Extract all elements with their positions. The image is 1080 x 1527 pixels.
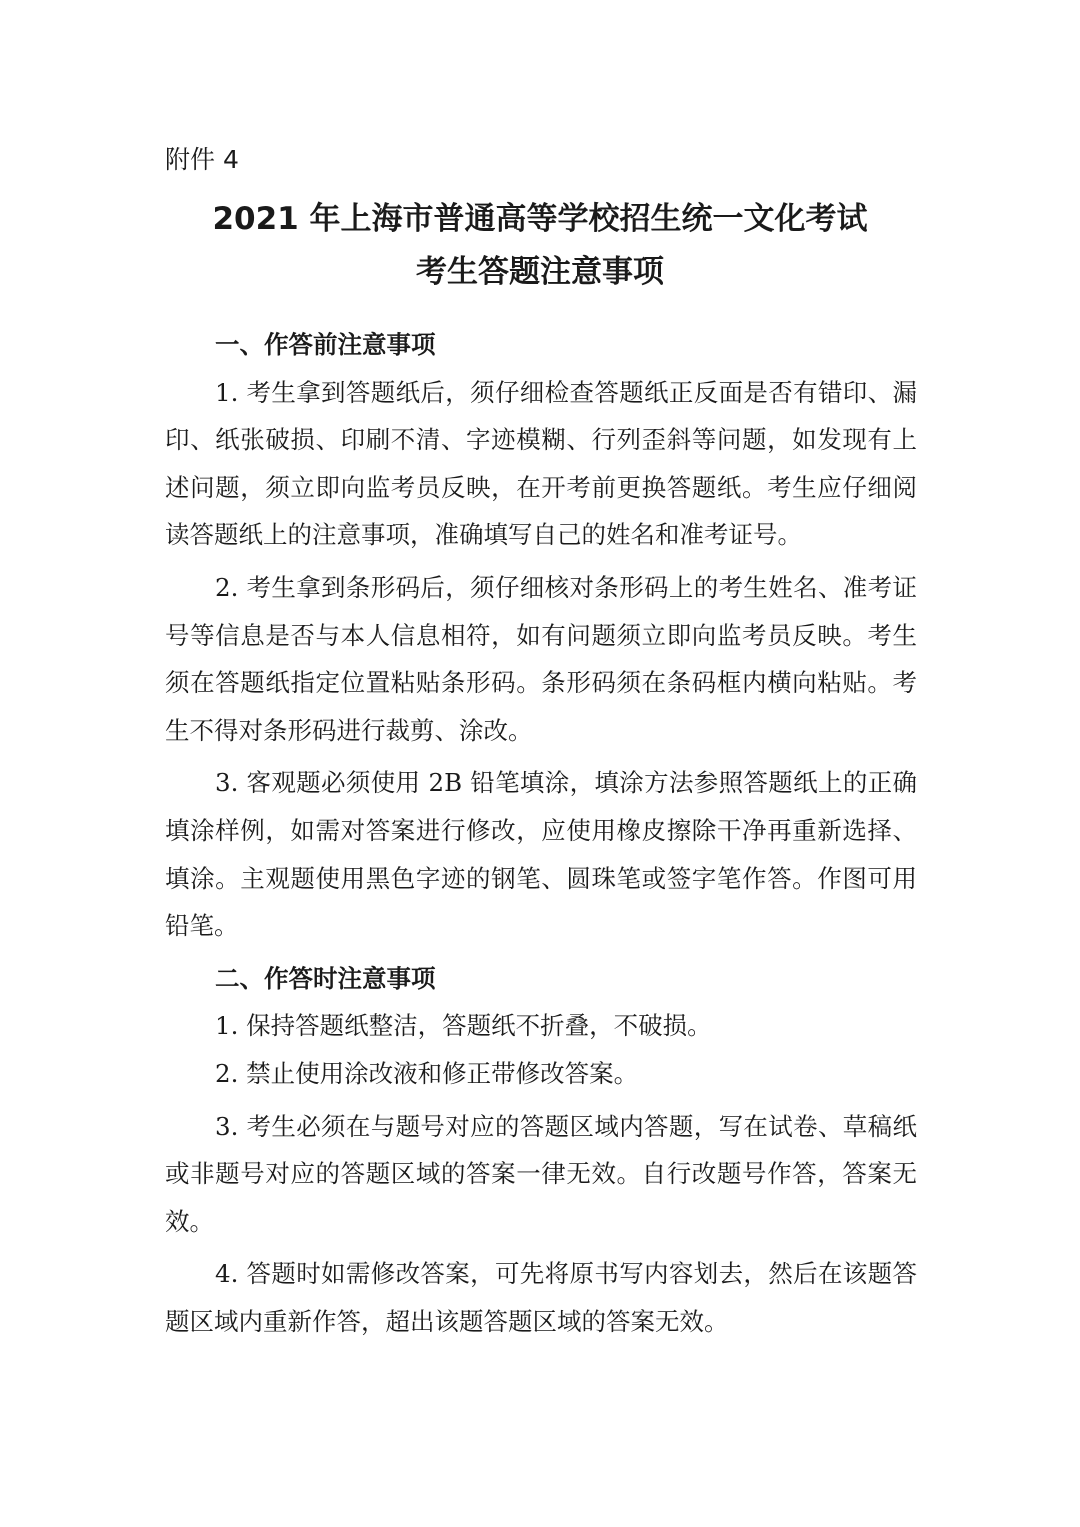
paragraph-item: 3. 客观题必须使用 2B 铅笔填涂，填涂方法参照答题纸上的正确填涂样例，如需对答案进行修改，应使用橡皮擦除干净再重新选择、填涂。主观题使用黑色字迹的钢笔、圆珠笔或签字笔作答。作图可用铅笔。 <box>165 768 917 941</box>
paragraph-item: 3. 考生必须在与题号对应的答题区域内答题，写在试卷、草稿纸或非题号对应的答题区域的答案一律无效。自行改题号作答，答案无效。 <box>165 1111 917 1236</box>
paragraph-item: 1. 保持答题纸整洁，答题纸不折叠，不破损。 <box>215 1011 712 1041</box>
document-title-line-1: 2021 年上海市普通高等学校招生统一文化考试 <box>212 201 868 237</box>
section-heading-during-answering: 二、作答时注意事项 <box>215 963 436 993</box>
attachment-label: 附件 4 <box>165 145 239 174</box>
paragraph-item: 4. 答题时如需修改答案，可先将原书写内容划去，然后在该题答题区域内重新作答，超出该题答题区域的答案无效。 <box>165 1259 917 1336</box>
paragraph-item: 2. 考生拿到条形码后，须仔细核对条形码上的考生姓名、准考证号等信息是否与本人信息相符，如有问题须立即向监考员反映。考生须在答题纸指定位置粘贴条形码。条形码须在条码框内横向粘贴。考生不得对条形码进行裁剪、涂改。 <box>165 572 917 745</box>
section-heading-before-answering: 一、作答前注意事项 <box>215 330 436 359</box>
document-body <box>165 321 917 1345</box>
document-title-line-2: 考生答题注意事项 <box>416 254 664 290</box>
paragraph-item: 2. 禁止使用涂改液和修正带修改答案。 <box>215 1058 639 1088</box>
paragraph-item: 1. 考生拿到答题纸后，须仔细检查答题纸正反面是否有错印、漏印、纸张破损、印刷不清、字迹模糊、行列歪斜等问题，如发现有上述问题，须立即向监考员反映，在开考前更换答题纸。考生应仔细阅读答题纸上的注意事项，准确填写自己的姓名和准考证号。 <box>165 377 917 550</box>
